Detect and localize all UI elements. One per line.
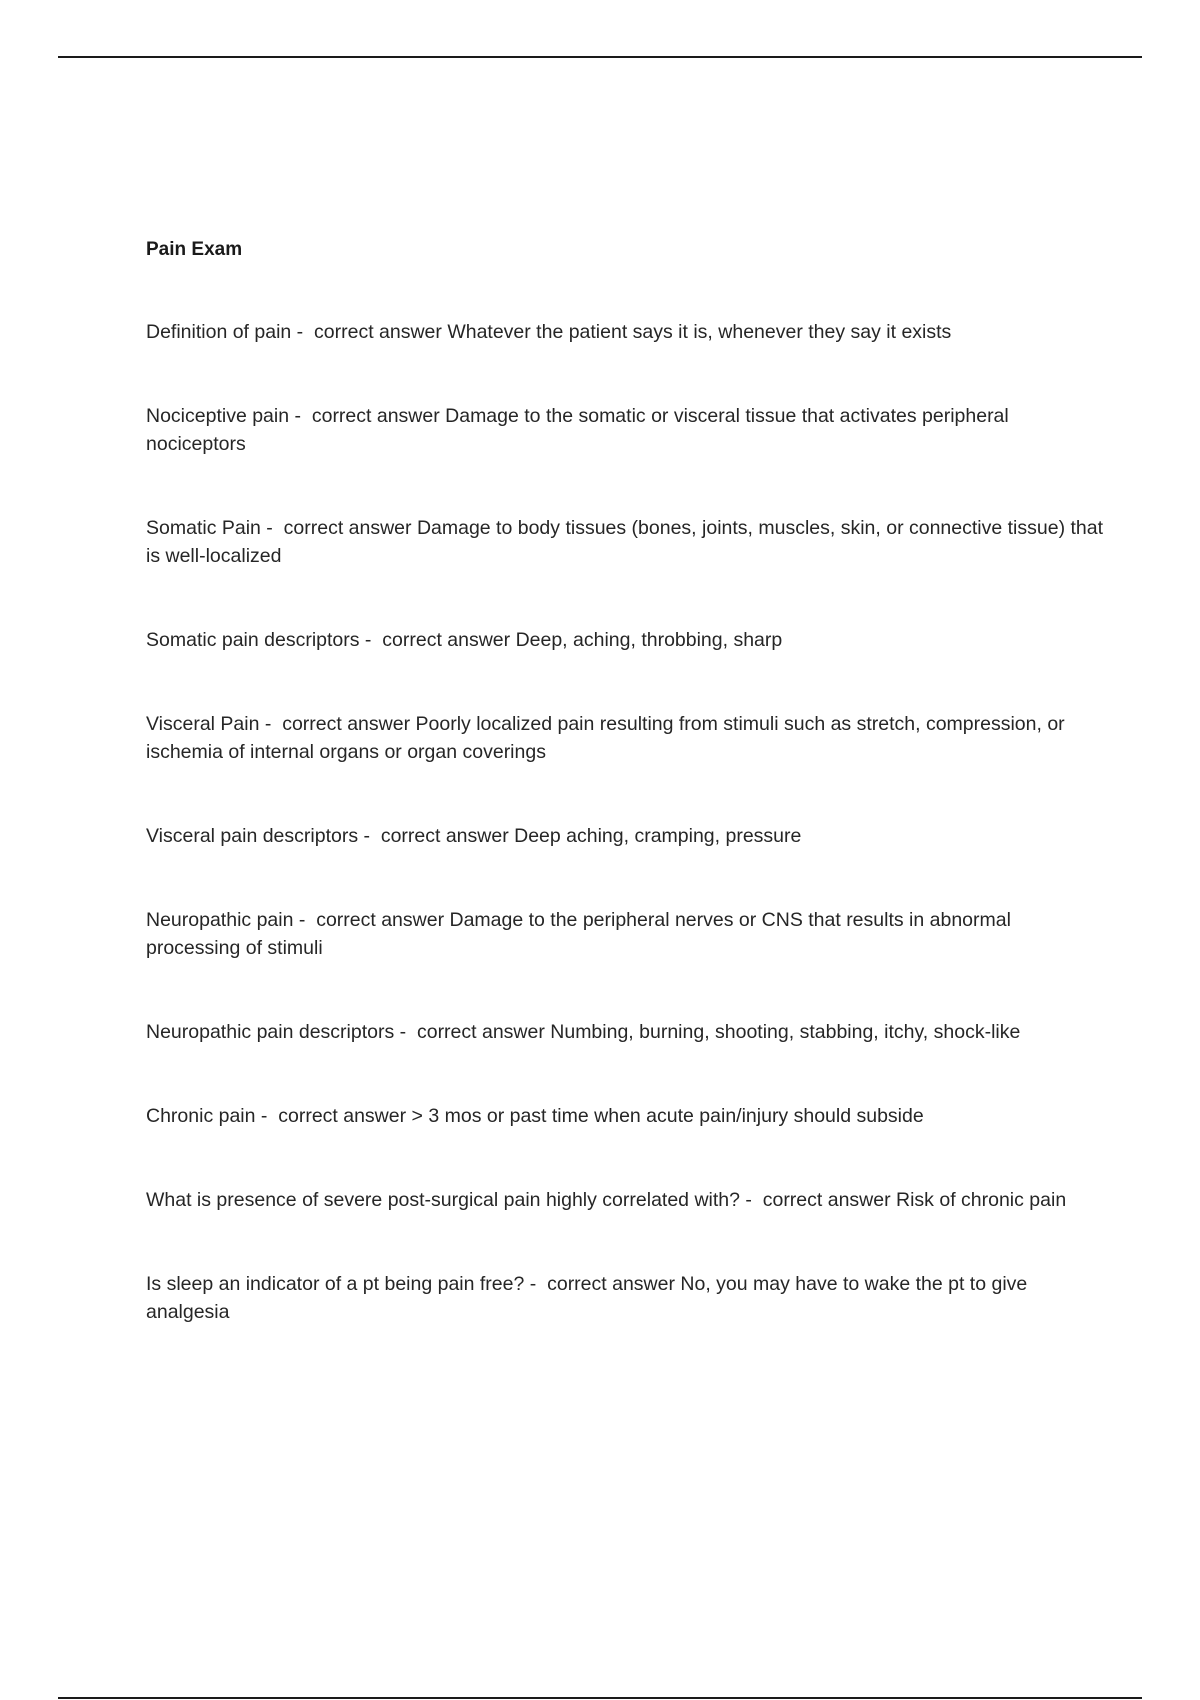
qa-answer: Numbing, burning, shooting, stabbing, itchy, shock-like [550,1021,1021,1043]
bottom-rule [58,1697,1142,1699]
qa-question: Visceral Pain [146,713,260,735]
qa-answer-label: correct answer [314,321,442,343]
qa-answer-label: correct answer [762,1189,891,1211]
qa-answer-label: correct answer [416,1021,545,1043]
qa-separator: - [394,1021,417,1043]
qa-item [146,514,1106,570]
qa-question: Chronic pain [146,1105,256,1127]
qa-item [146,1270,1106,1326]
qa-separator: - [291,321,315,343]
qa-answer: > 3 mos or past time when acute pain/injury should subside [411,1105,924,1127]
qa-answer-label: correct answer [382,629,511,651]
qa-answer-label: correct answer [316,909,445,931]
qa-item [146,626,1106,654]
qa-question: Neuropathic pain [146,909,294,931]
qa-item [146,710,1106,766]
qa-question: What is presence of severe post-surgical pain highly correlated with? [146,1189,740,1211]
qa-answer-label: correct answer [278,1105,407,1127]
qa-separator: - [289,405,312,427]
qa-item [146,1018,1106,1046]
qa-answer: Risk of chronic pain [896,1189,1067,1211]
qa-answer: Damage to body tissues (bones, joints, muscles, skin, or connective tissue) that is well-localized [146,517,1104,567]
qa-item [146,1186,1106,1214]
qa-answer: Whatever the patient says it is, whenever they say it exists [447,321,952,343]
qa-answer: No, you may have to wake the pt to give analgesia [146,1273,1028,1323]
qa-question: Neuropathic pain descriptors [146,1021,395,1043]
qa-answer: Deep, aching, throbbing, sharp [515,629,783,651]
document-body [146,236,1106,1326]
qa-separator: - [358,825,381,847]
qa-separator: - [260,517,284,539]
qa-answer: Deep aching, cramping, pressure [514,825,802,847]
qa-question: Somatic Pain [146,517,261,539]
qa-answer: Damage to the peripheral nerves or CNS that results in abnormal processing of stimuli [146,909,1011,959]
qa-answer-label: correct answer [547,1273,675,1295]
qa-answer: Damage to the somatic or visceral tissue that activates peripheral nociceptors [146,405,1009,455]
qa-item [146,906,1106,962]
qa-question: Visceral pain descriptors [146,825,359,847]
qa-separator: - [259,713,283,735]
qa-answer-label: correct answer [380,825,509,847]
qa-answer: Poorly localized pain resulting from stimuli such as stretch, compression, or ischemia of internal organs or organ coverings [146,713,1065,763]
qa-separator: - [293,909,317,931]
qa-question: Somatic pain descriptors [146,629,360,651]
qa-separator: - [739,1189,763,1211]
qa-separator: - [359,629,383,651]
qa-question: Is sleep an indicator of a pt being pain free? [146,1273,525,1295]
qa-answer-label: correct answer [282,713,411,735]
qa-separator: - [255,1105,279,1127]
qa-question: Definition of pain [146,321,292,343]
document-title: Pain Exam [146,239,243,260]
qa-item [146,402,1106,458]
qa-answer-label: correct answer [283,517,412,539]
qa-question: Nociceptive pain [146,405,290,427]
qa-item [146,822,1106,850]
top-rule [58,56,1142,58]
qa-list [146,318,1106,1326]
qa-item [146,318,1106,346]
qa-item [146,1102,1106,1130]
qa-answer-label: correct answer [311,405,440,427]
qa-separator: - [524,1273,548,1295]
